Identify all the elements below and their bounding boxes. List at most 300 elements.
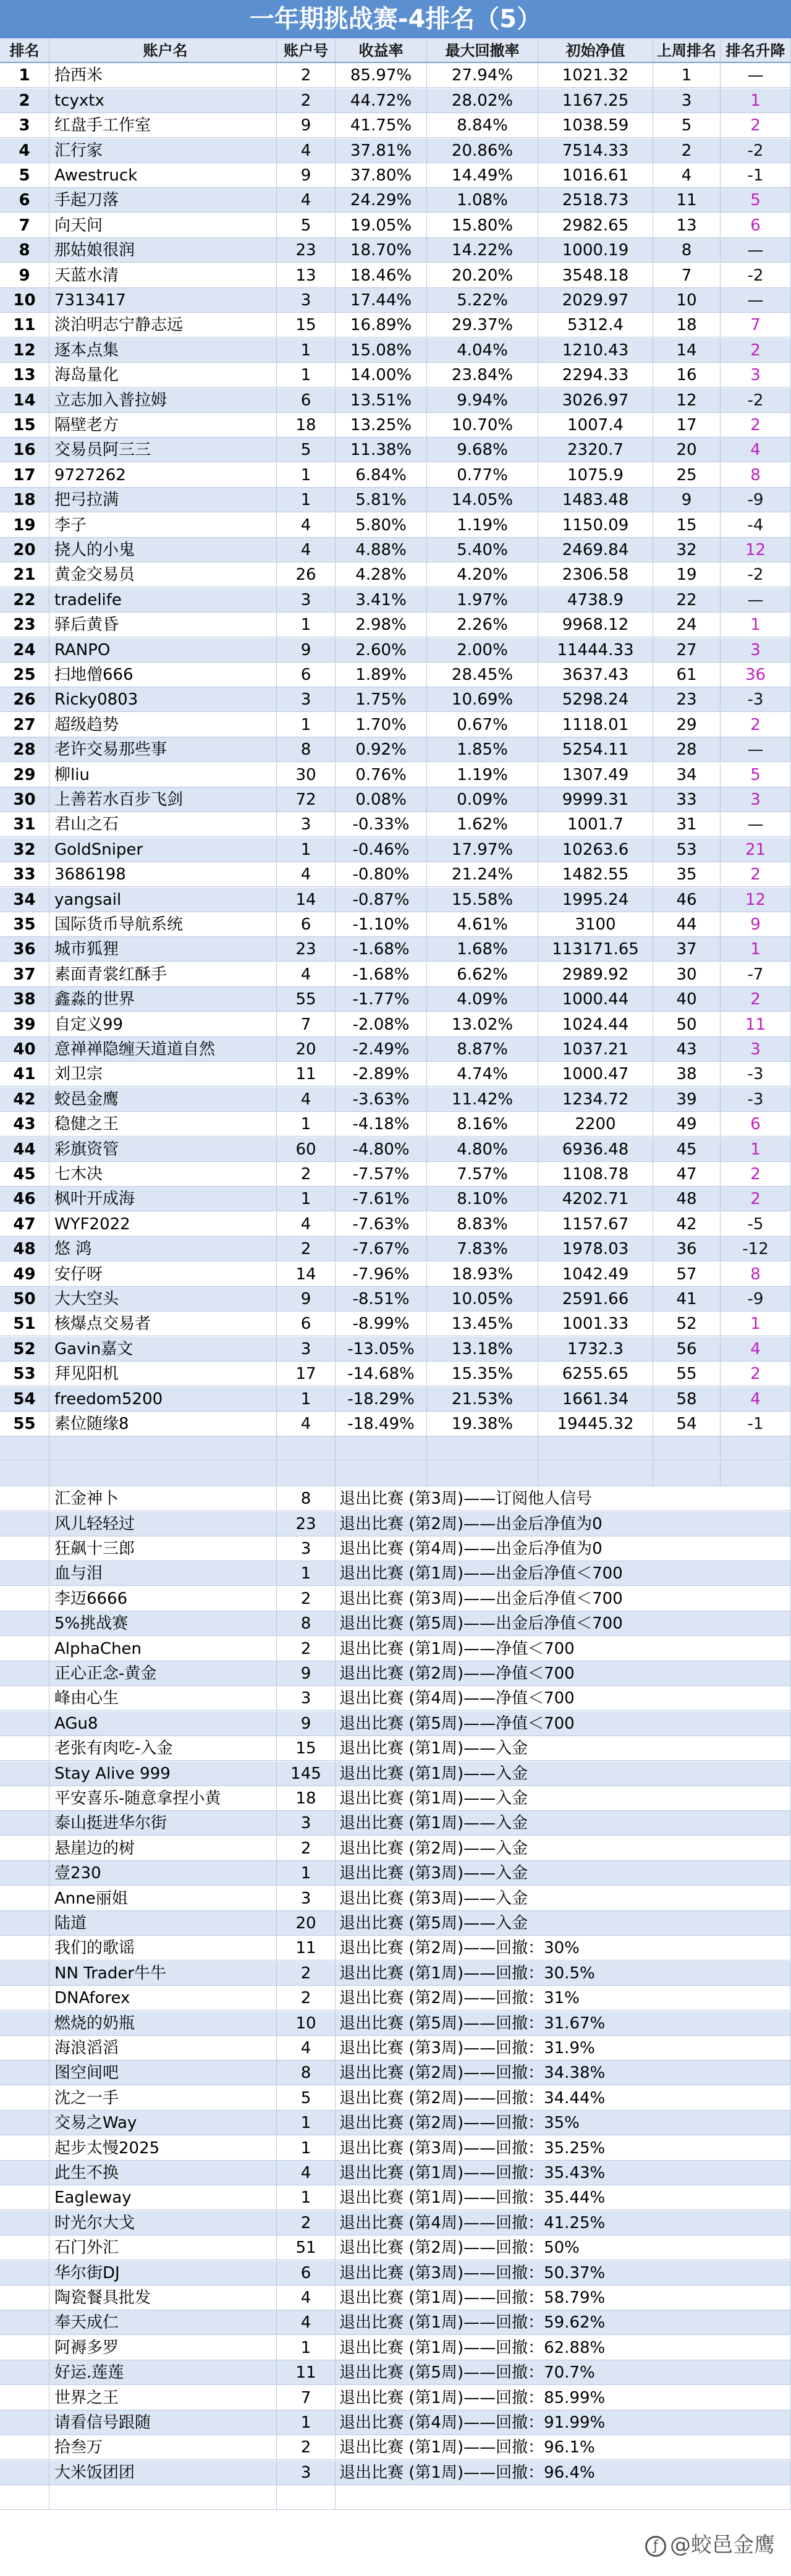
- return-cell: -18.29%: [336, 1387, 427, 1412]
- last-week-rank-cell: 55: [653, 1362, 721, 1386]
- table-row: [0, 388, 791, 413]
- spacer-row: [0, 2485, 791, 2510]
- empty-cell: [49, 1462, 277, 1486]
- table-row: [0, 513, 791, 538]
- account-number-cell: 4: [277, 2161, 336, 2185]
- spacer-row: [0, 1436, 791, 1461]
- return-cell: 1.75%: [336, 687, 427, 712]
- rank-cell: 42: [0, 1087, 49, 1112]
- account-name-cell: 石门外汇: [49, 2235, 277, 2260]
- account-name-cell: 我们的歌谣: [49, 1936, 277, 1960]
- rank-change-cell: 4: [721, 1387, 791, 1412]
- account-number-cell: 3: [277, 1536, 336, 1561]
- account-name-cell: 血与泪: [49, 1561, 277, 1586]
- empty-cell: [0, 1836, 49, 1861]
- account-name-cell: Anne丽姐: [49, 1886, 277, 1911]
- empty-cell: [0, 1661, 49, 1686]
- initial-nav-cell: 5298.24: [538, 687, 653, 712]
- initial-nav-cell: 2982.65: [538, 213, 653, 238]
- initial-nav-cell: 1016.61: [538, 163, 653, 188]
- empty-cell: [336, 2485, 791, 2510]
- return-cell: 37.81%: [336, 138, 427, 163]
- rank-cell: 1: [0, 63, 49, 88]
- initial-nav-cell: 9968.12: [538, 612, 653, 637]
- account-number-cell: 2: [277, 2211, 336, 2235]
- empty-cell: [0, 2360, 49, 2385]
- rank-cell: 2: [0, 88, 49, 113]
- last-week-rank-cell: 9: [653, 488, 721, 512]
- return-cell: -2.89%: [336, 1062, 427, 1087]
- account-name-cell: 枫叶开成海: [49, 1187, 277, 1211]
- account-name-cell: 红盘手工作室: [49, 113, 277, 138]
- account-number-cell: 2: [277, 2435, 336, 2460]
- last-week-rank-cell: 4: [653, 163, 721, 188]
- rank-cell: 31: [0, 812, 49, 837]
- rank-cell: 23: [0, 612, 49, 637]
- table-row: [0, 737, 791, 762]
- initial-nav-cell: 1000.47: [538, 1062, 653, 1087]
- empty-cell: [0, 2336, 49, 2360]
- exit-status-cell: 退出比赛 (第1周)——回撤：35.44%: [336, 2185, 791, 2210]
- table-row: [0, 1412, 791, 1436]
- initial-nav-cell: 1978.03: [538, 1237, 653, 1261]
- account-name-cell: 老许交易那些事: [49, 737, 277, 762]
- initial-nav-cell: 1167.25: [538, 88, 653, 113]
- exit-status-cell: 退出比赛 (第1周)——回撤：35.43%: [336, 2161, 791, 2185]
- table-row: [0, 213, 791, 238]
- rank-change-cell: -3: [721, 687, 791, 712]
- return-cell: -0.33%: [336, 812, 427, 837]
- rank-change-cell: 3: [721, 638, 791, 663]
- exit-status-cell: 退出比赛 (第1周)——出金后净值＜700: [336, 1561, 791, 1586]
- rank-change-cell: 8: [721, 463, 791, 488]
- last-week-rank-cell: 54: [653, 1412, 721, 1436]
- account-number-cell: 1: [277, 2111, 336, 2135]
- account-name-cell: NN Trader牛牛: [49, 1961, 277, 1986]
- last-week-rank-cell: 8: [653, 238, 721, 263]
- table-row: [0, 588, 791, 612]
- table-row: [0, 363, 791, 388]
- return-cell: 85.97%: [336, 63, 427, 88]
- account-name-cell: 李子: [49, 513, 277, 538]
- table-row: [0, 1262, 791, 1287]
- return-cell: -0.87%: [336, 888, 427, 912]
- drawdown-cell: 10.70%: [427, 413, 538, 438]
- table-row: [0, 1237, 791, 1261]
- drawdown-cell: 19.38%: [427, 1412, 538, 1436]
- rank-change-cell: 3: [721, 787, 791, 812]
- rank-change-cell: -1: [721, 163, 791, 188]
- account-number-cell: 1: [277, 363, 336, 388]
- exit-row: [0, 1512, 791, 1536]
- exit-row: [0, 1836, 791, 1861]
- table-row: [0, 1337, 791, 1362]
- account-name-cell: 李迈6666: [49, 1587, 277, 1611]
- last-week-rank-cell: 34: [653, 763, 721, 787]
- rank-change-cell: 36: [721, 663, 791, 687]
- account-number-cell: 4: [277, 138, 336, 163]
- account-name-cell: 城市狐狸: [49, 937, 277, 962]
- column-header: 上周排名: [653, 38, 721, 63]
- account-number-cell: 14: [277, 1262, 336, 1287]
- return-cell: 13.25%: [336, 413, 427, 438]
- account-name-cell: 9727262: [49, 463, 277, 488]
- rank-change-cell: 2: [721, 413, 791, 438]
- account-name-cell: 风儿轻轻过: [49, 1512, 277, 1536]
- account-name-cell: 正心正念-黄金: [49, 1661, 277, 1686]
- account-number-cell: 1: [277, 1861, 336, 1886]
- account-number-cell: 15: [277, 313, 336, 337]
- account-name-cell: 黄金交易员: [49, 562, 277, 587]
- rank-change-cell: 2: [721, 713, 791, 737]
- initial-nav-cell: 10263.6: [538, 837, 653, 862]
- initial-nav-cell: 113171.65: [538, 937, 653, 962]
- table-row: [0, 313, 791, 337]
- initial-nav-cell: 2469.84: [538, 538, 653, 562]
- account-number-cell: 3: [277, 2460, 336, 2485]
- account-name-cell: 起步太慢2025: [49, 2136, 277, 2161]
- account-number-cell: 4: [277, 1212, 336, 1237]
- account-name-cell: 刘卫宗: [49, 1062, 277, 1087]
- exit-status-cell: 退出比赛 (第2周)——回撤：35%: [336, 2111, 791, 2135]
- table-row: [0, 1087, 791, 1112]
- last-week-rank-cell: 43: [653, 1037, 721, 1062]
- account-number-cell: 8: [277, 1611, 336, 1636]
- last-week-rank-cell: 31: [653, 812, 721, 837]
- drawdown-cell: 9.94%: [427, 388, 538, 413]
- last-week-rank-cell: 13: [653, 213, 721, 238]
- last-week-rank-cell: 14: [653, 338, 721, 363]
- return-cell: -0.46%: [336, 837, 427, 862]
- empty-cell: [721, 1436, 791, 1461]
- return-cell: -8.51%: [336, 1287, 427, 1311]
- table-row: [0, 862, 791, 887]
- table-row: [0, 63, 791, 88]
- account-name-cell: 交易员阿三三: [49, 438, 277, 462]
- last-week-rank-cell: 40: [653, 987, 721, 1012]
- exit-row: [0, 2410, 791, 2435]
- exit-status-cell: 退出比赛 (第1周)——净值＜700: [336, 1637, 791, 1661]
- return-cell: 16.89%: [336, 313, 427, 337]
- weibo-icon: ƒ: [645, 2536, 666, 2557]
- rank-cell: 29: [0, 763, 49, 787]
- table-row: [0, 163, 791, 188]
- return-cell: 5.80%: [336, 513, 427, 538]
- account-number-cell: 1: [277, 2185, 336, 2210]
- rank-cell: 32: [0, 837, 49, 862]
- exit-row: [0, 2261, 791, 2286]
- initial-nav-cell: 9999.31: [538, 787, 653, 812]
- account-name-cell: tcyxtx: [49, 88, 277, 113]
- exit-row: [0, 1536, 791, 1561]
- account-name-cell: 陶瓷餐具批发: [49, 2286, 277, 2310]
- return-cell: 2.60%: [336, 638, 427, 663]
- table-row: [0, 888, 791, 912]
- empty-cell: [0, 2211, 49, 2235]
- exit-status-cell: 退出比赛 (第4周)——回撤：41.25%: [336, 2211, 791, 2235]
- rank-cell: 54: [0, 1387, 49, 1412]
- account-number-cell: 6: [277, 663, 336, 687]
- account-name-cell: 拜见阳机: [49, 1362, 277, 1386]
- empty-cell: [427, 1436, 538, 1461]
- exit-status-cell: 退出比赛 (第5周)——出金后净值＜700: [336, 1611, 791, 1636]
- exit-row: [0, 1561, 791, 1586]
- account-name-cell: 阿褥多罗: [49, 2336, 277, 2360]
- last-week-rank-cell: 58: [653, 1387, 721, 1412]
- rank-change-cell: —: [721, 812, 791, 837]
- exit-status-cell: 退出比赛 (第3周)——入金: [336, 1886, 791, 1911]
- rank-cell: 34: [0, 888, 49, 912]
- empty-cell: [0, 1786, 49, 1811]
- account-number-cell: 2: [277, 1986, 336, 2010]
- account-name-cell: 狂飙十三郎: [49, 1536, 277, 1561]
- table-row: [0, 1062, 791, 1087]
- rank-change-cell: 5: [721, 763, 791, 787]
- exit-row: [0, 1986, 791, 2010]
- account-number-cell: 5: [277, 2086, 336, 2111]
- account-name-cell: 素位随缘8: [49, 1412, 277, 1436]
- initial-nav-cell: 2306.58: [538, 562, 653, 587]
- drawdown-cell: 14.22%: [427, 238, 538, 263]
- account-name-cell: 壹230: [49, 1861, 277, 1886]
- return-cell: -7.63%: [336, 1212, 427, 1237]
- rank-cell: 49: [0, 1262, 49, 1287]
- empty-cell: [0, 1811, 49, 1836]
- account-number-cell: 7: [277, 1012, 336, 1037]
- drawdown-cell: 14.49%: [427, 163, 538, 188]
- initial-nav-cell: 1210.43: [538, 338, 653, 363]
- rank-change-cell: 4: [721, 438, 791, 462]
- account-number-cell: 23: [277, 1512, 336, 1536]
- account-number-cell: 3: [277, 1886, 336, 1911]
- table-row: [0, 138, 791, 163]
- empty-cell: [0, 1512, 49, 1536]
- empty-cell: [0, 1936, 49, 1960]
- exit-row: [0, 2460, 791, 2485]
- account-name-cell: 陆道: [49, 1911, 277, 1936]
- rank-cell: 30: [0, 787, 49, 812]
- account-number-cell: 4: [277, 188, 336, 213]
- exit-status-cell: 退出比赛 (第1周)——回撤：30.5%: [336, 1961, 791, 1986]
- drawdown-cell: 28.02%: [427, 88, 538, 113]
- account-name-cell: 稳健之王: [49, 1112, 277, 1137]
- exit-row: [0, 2111, 791, 2135]
- rank-cell: 28: [0, 737, 49, 762]
- last-week-rank-cell: 22: [653, 588, 721, 612]
- drawdown-cell: 8.84%: [427, 113, 538, 138]
- rank-cell: 40: [0, 1037, 49, 1062]
- initial-nav-cell: 1482.55: [538, 862, 653, 887]
- rank-change-cell: —: [721, 588, 791, 612]
- account-number-cell: 23: [277, 937, 336, 962]
- exit-status-cell: 退出比赛 (第3周)——出金后净值＜700: [336, 1587, 791, 1611]
- exit-status-cell: 退出比赛 (第1周)——回撤：85.99%: [336, 2386, 791, 2410]
- return-cell: 24.29%: [336, 188, 427, 213]
- watermark-text: @蛟邑金鹰: [670, 2533, 775, 2557]
- account-number-cell: 9: [277, 1287, 336, 1311]
- rank-cell: 35: [0, 912, 49, 937]
- drawdown-cell: 7.83%: [427, 1237, 538, 1261]
- return-cell: -1.77%: [336, 987, 427, 1012]
- drawdown-cell: 7.57%: [427, 1162, 538, 1187]
- exit-row: [0, 2161, 791, 2185]
- empty-cell: [653, 1462, 721, 1486]
- account-number-cell: 15: [277, 1736, 336, 1761]
- account-name-cell: 扫地僧666: [49, 663, 277, 687]
- initial-nav-cell: 1234.72: [538, 1087, 653, 1112]
- empty-cell: [0, 2386, 49, 2410]
- account-number-cell: 18: [277, 1786, 336, 1811]
- last-week-rank-cell: 29: [653, 713, 721, 737]
- empty-cell: [0, 1861, 49, 1886]
- account-number-cell: 2: [277, 1637, 336, 1661]
- rank-cell: 47: [0, 1212, 49, 1237]
- account-number-cell: 145: [277, 1761, 336, 1786]
- initial-nav-cell: 1001.33: [538, 1311, 653, 1336]
- account-number-cell: 6: [277, 2261, 336, 2286]
- return-cell: 44.72%: [336, 88, 427, 113]
- table-row: [0, 1311, 791, 1336]
- empty-cell: [277, 2485, 336, 2510]
- account-name-cell: Awestruck: [49, 163, 277, 188]
- account-name-cell: 峰由心生: [49, 1686, 277, 1711]
- exit-row: [0, 1686, 791, 1711]
- account-name-cell: 挠人的小鬼: [49, 538, 277, 562]
- account-name-cell: RANPO: [49, 638, 277, 663]
- return-cell: -0.80%: [336, 862, 427, 887]
- account-name-cell: Stay Alive 999: [49, 1761, 277, 1786]
- account-name-cell: 隔壁老方: [49, 413, 277, 438]
- last-week-rank-cell: 53: [653, 837, 721, 862]
- empty-cell: [0, 2435, 49, 2460]
- empty-cell: [0, 2485, 49, 2510]
- return-cell: 0.76%: [336, 763, 427, 787]
- rank-change-cell: 2: [721, 1187, 791, 1211]
- account-name-cell: 交易之Way: [49, 2111, 277, 2135]
- last-week-rank-cell: 46: [653, 888, 721, 912]
- rank-cell: 11: [0, 313, 49, 337]
- exit-status-cell: 退出比赛 (第1周)——回撤：96.1%: [336, 2435, 791, 2460]
- drawdown-cell: 23.84%: [427, 363, 538, 388]
- initial-nav-cell: 2989.92: [538, 962, 653, 987]
- empty-cell: [0, 1986, 49, 2010]
- rank-cell: 21: [0, 562, 49, 587]
- exit-row: [0, 1886, 791, 1911]
- return-cell: -7.67%: [336, 1237, 427, 1261]
- return-cell: 5.81%: [336, 488, 427, 512]
- account-name-cell: 天蓝水清: [49, 263, 277, 288]
- table-row: [0, 1112, 791, 1137]
- rank-cell: 38: [0, 987, 49, 1012]
- last-week-rank-cell: 57: [653, 1262, 721, 1287]
- last-week-rank-cell: 12: [653, 388, 721, 413]
- table-row: [0, 713, 791, 737]
- account-number-cell: 4: [277, 2036, 336, 2061]
- drawdown-cell: 13.45%: [427, 1311, 538, 1336]
- drawdown-cell: 2.00%: [427, 638, 538, 663]
- exit-status-cell: 退出比赛 (第5周)——回撤：70.7%: [336, 2360, 791, 2385]
- initial-nav-cell: 2029.97: [538, 288, 653, 313]
- rank-change-cell: 1: [721, 612, 791, 637]
- return-cell: 2.98%: [336, 612, 427, 637]
- account-number-cell: 5: [277, 438, 336, 462]
- rank-cell: 6: [0, 188, 49, 213]
- empty-cell: [0, 2185, 49, 2210]
- return-cell: -4.18%: [336, 1112, 427, 1137]
- table-row: [0, 338, 791, 363]
- empty-cell: [0, 2161, 49, 2185]
- table-row: [0, 1187, 791, 1211]
- account-name-cell: 大米饭团团: [49, 2460, 277, 2485]
- rank-change-cell: 2: [721, 338, 791, 363]
- rank-change-cell: —: [721, 737, 791, 762]
- last-week-rank-cell: 5: [653, 113, 721, 138]
- last-week-rank-cell: 30: [653, 962, 721, 987]
- account-name-cell: 七木决: [49, 1162, 277, 1187]
- rank-cell: 33: [0, 862, 49, 887]
- empty-cell: [721, 1462, 791, 1486]
- rank-change-cell: -3: [721, 1087, 791, 1112]
- account-name-cell: 上善若水百步飞剑: [49, 787, 277, 812]
- drawdown-cell: 15.80%: [427, 213, 538, 238]
- return-cell: 41.75%: [336, 113, 427, 138]
- exit-row: [0, 1786, 791, 1811]
- account-number-cell: 3: [277, 288, 336, 313]
- empty-cell: [0, 2036, 49, 2061]
- return-cell: -8.99%: [336, 1311, 427, 1336]
- drawdown-cell: 15.35%: [427, 1362, 538, 1386]
- empty-cell: [0, 2136, 49, 2161]
- exit-row: [0, 2336, 791, 2360]
- rank-change-cell: 21: [721, 837, 791, 862]
- empty-cell: [0, 2111, 49, 2135]
- drawdown-cell: 1.97%: [427, 588, 538, 612]
- account-number-cell: 4: [277, 1087, 336, 1112]
- rank-change-cell: 12: [721, 538, 791, 562]
- empty-cell: [0, 1886, 49, 1911]
- rank-change-cell: -4: [721, 513, 791, 538]
- table-row: [0, 538, 791, 562]
- initial-nav-cell: 1000.44: [538, 987, 653, 1012]
- account-name-cell: tradelife: [49, 588, 277, 612]
- drawdown-cell: 1.19%: [427, 513, 538, 538]
- rank-change-cell: 2: [721, 987, 791, 1012]
- account-name-cell: 3686198: [49, 862, 277, 887]
- account-number-cell: 1: [277, 612, 336, 637]
- drawdown-cell: 1.08%: [427, 188, 538, 213]
- last-week-rank-cell: 33: [653, 787, 721, 812]
- rank-cell: 44: [0, 1137, 49, 1162]
- account-number-cell: 1: [277, 463, 336, 488]
- account-name-cell: 彩旗资管: [49, 1137, 277, 1162]
- exit-row: [0, 2286, 791, 2310]
- initial-nav-cell: 4738.9: [538, 588, 653, 612]
- rank-cell: 18: [0, 488, 49, 512]
- table-row: [0, 1162, 791, 1187]
- return-cell: -7.57%: [336, 1162, 427, 1187]
- last-week-rank-cell: 10: [653, 288, 721, 313]
- account-name-cell: 海岛量化: [49, 363, 277, 388]
- account-name-cell: 把弓拉满: [49, 488, 277, 512]
- account-number-cell: 3: [277, 687, 336, 712]
- exit-row: [0, 1936, 791, 1960]
- exit-row: [0, 1611, 791, 1636]
- account-number-cell: 5: [277, 213, 336, 238]
- account-name-cell: 那姑娘很润: [49, 238, 277, 263]
- exit-status-cell: 退出比赛 (第3周)——订阅他人信号: [336, 1486, 791, 1511]
- initial-nav-cell: 6936.48: [538, 1137, 653, 1162]
- column-header: 收益率: [336, 38, 427, 63]
